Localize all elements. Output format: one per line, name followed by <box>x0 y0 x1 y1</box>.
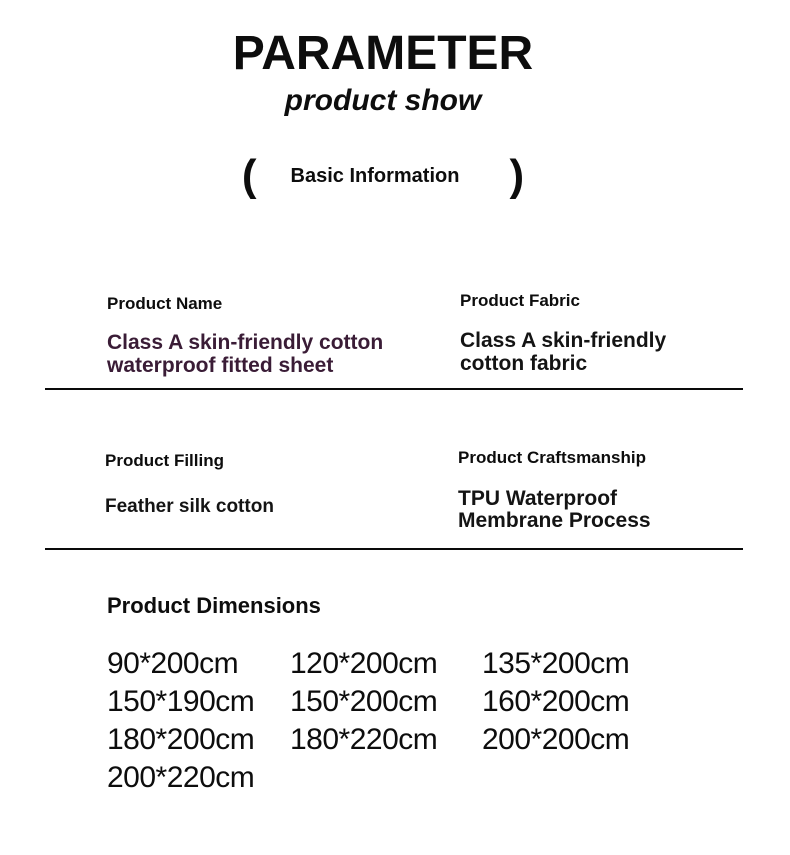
section-banner <box>0 150 778 202</box>
product-name-value: Class A skin-friendly cotton waterproof fitted sheet <box>107 331 384 377</box>
field-product-craftsmanship <box>458 448 688 532</box>
dimension-size: 200*200cm <box>482 723 630 756</box>
section-title: Basic Information <box>290 164 460 187</box>
divider-bottom <box>45 548 743 550</box>
product-filling-label: Product Filling <box>105 451 224 470</box>
dimension-size: 180*200cm <box>107 723 255 756</box>
dimension-size: 200*220cm <box>107 761 255 794</box>
product-craftsmanship-value: TPU Waterproof Membrane Process <box>458 487 651 532</box>
dimension-size: 160*200cm <box>482 685 630 718</box>
page-title: PARAMETER <box>232 27 534 80</box>
dimension-size: 135*200cm <box>482 647 630 680</box>
product-dimensions-label: Product Dimensions <box>107 593 321 618</box>
product-fabric-label: Product Fabric <box>460 291 580 310</box>
product-filling-value: Feather silk cotton <box>105 496 274 517</box>
dimension-size: 90*200cm <box>107 647 239 680</box>
product-name-label: Product Name <box>107 294 223 313</box>
open-paren-glyph: ( <box>241 151 257 200</box>
close-paren-glyph: ) <box>509 151 525 200</box>
field-product-fabric <box>460 291 680 375</box>
product-fabric-value: Class A skin-friendly cotton fabric <box>460 329 667 375</box>
dimension-size: 150*190cm <box>107 685 255 718</box>
dimension-size: 180*220cm <box>290 723 438 756</box>
dimension-size: 120*200cm <box>290 647 438 680</box>
field-product-name <box>107 294 427 377</box>
product-dimensions-list <box>107 645 692 797</box>
page-subtitle: product show <box>284 84 482 117</box>
dimension-size: 150*200cm <box>290 685 438 718</box>
product-craftsmanship-label: Product Craftsmanship <box>458 448 646 467</box>
header <box>0 0 778 118</box>
field-product-filling <box>105 451 274 518</box>
divider-top <box>45 388 743 390</box>
